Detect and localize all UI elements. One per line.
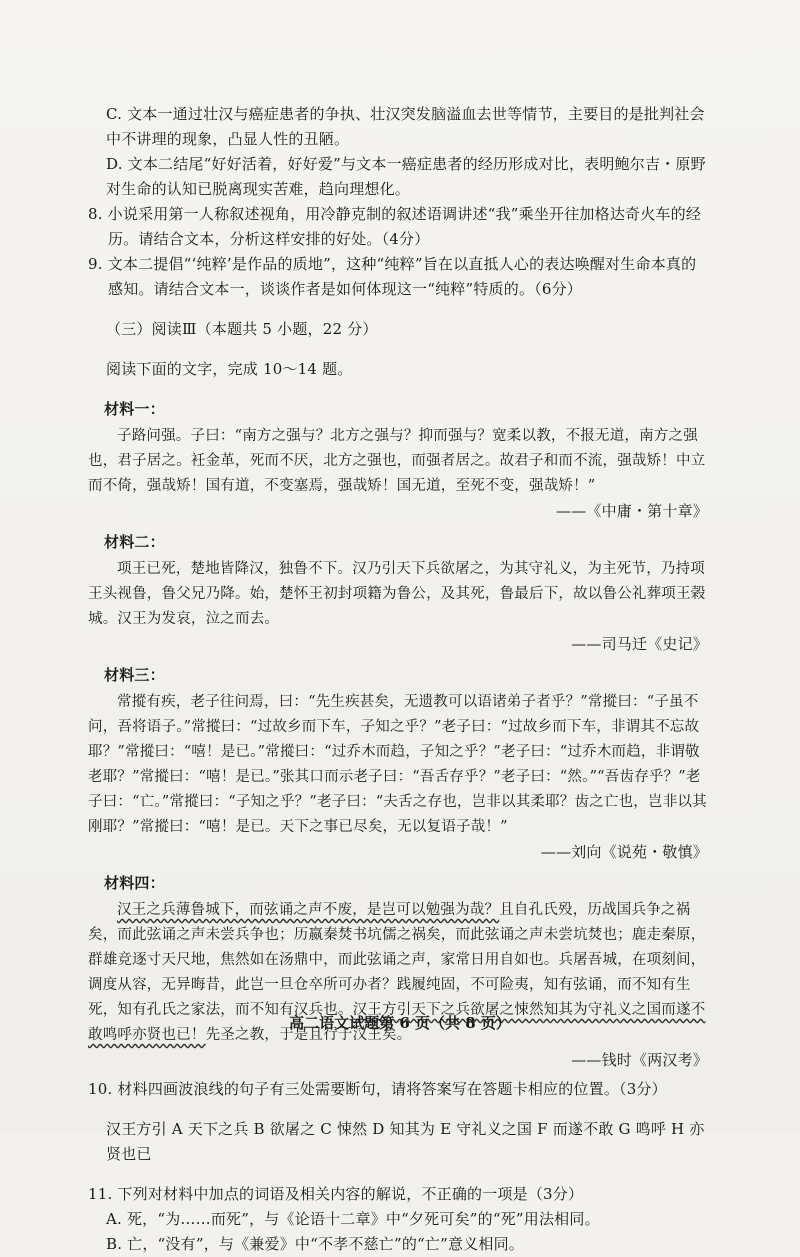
wavy-sentence-1: 汉王之兵薄鲁城下，而弦诵之声不废，是岂可以勉强为哉？ [117, 902, 500, 918]
question-9: 9. 文本二提倡“‘纯粹’是作品的质地”，这种“纯粹”旨在以直抵人心的表达唤醒对生命本真的感知。请结合文本一，谈谈作者是如何体现这一“纯粹”特质的。（6分） [88, 255, 697, 298]
material-3-source: ——刘向《说苑・敬慎》 [540, 843, 708, 861]
page-content [88, 102, 708, 1257]
material-1-source: ——《中庸・第十章》 [555, 502, 708, 520]
question-11: 11. 下列对材料中加点的词语及相关内容的解说，不正确的一项是（3分） [88, 1185, 584, 1203]
question-8: 8. 小说采用第一人称叙述视角，用冷静克制的叙述语调讲述“我”乘坐开往加格达奇火车的经历。请结合文本，分析这样安排的好处。（4分） [88, 205, 702, 248]
question-10-sentence: 汉王方引 A 天下之兵 B 欲屠之 C 悚然 D 知其为 E 守礼义之国 F 而遂不敢 G 鸣呼 H 亦贤也已 [106, 1120, 705, 1163]
material-1-label: 材料一： [104, 400, 165, 418]
question-10: 10. 材料四画波浪线的句子有三处需要断句，请将答案写在答题卡相应的位置。（3分） [88, 1080, 667, 1098]
option-a-q11: A. 死，“为……而死”，与《论语十二章》中“夕死可矣”的“死”用法相同。 [106, 1210, 600, 1228]
material-2-label: 材料二： [104, 533, 165, 551]
material-2-text: 项王已死，楚地皆降汉，独鲁不下。汉乃引天下兵欲屠之，为其守礼义，为主死节，乃持项王头视鲁，鲁父兄乃降。始，楚怀王初封项籍为鲁公，及其死，鲁最后下，故以鲁公礼葬项王榖城。汉王为发哀，泣之而去。 [88, 561, 706, 627]
material-3-label: 材料三： [104, 666, 165, 684]
material-1-text: 子路问强。子曰：“南方之强与？北方之强与？抑而强与？宽柔以教，不报无道，南方之强也，君子居之。衽金革，死而不厌，北方之强也，而强者居之。故君子和而不流，强哉矫！中立而不倚，强哉矫！国有道，不变塞焉，强哉矫！国无道，至死不变，强哉矫！” [88, 428, 706, 494]
material-3-text: 常摐有疾，老子往问焉，曰：“先生疾甚矣，无遗教可以语诸弟子者乎？”常摐曰：“子虽不问，吾将语子。”常摐曰：“过故乡而下车，子知之乎？”老子曰：“过故乡而下车，非谓其不忘故耶？”常摐曰：“嘻！是已。”常摐曰：“过乔木而趋，子知之乎？”老子曰：“过乔木而趋，非谓敬老耶？”常摐曰：“嘻！是已。”张其口而示老子曰：“吾舌存乎？”老子曰：“然。”“吾齿存乎？”老子曰：“亡。”常摐曰：“子知之乎？”老子曰：“夫舌之存也，岂非以其柔耶？齿之亡也，岂非以其刚耶？”常摐曰：“嘻！是已。天下之事已尽矣，无以复语子哉！” [88, 694, 707, 835]
page-footer: 高二语文试题第 6 页（共 8 页） [289, 1014, 511, 1032]
material-4-ending: 先圣之教，于是且行于汉王矣。 [205, 1027, 412, 1043]
option-b-q11: B. 亡，“没有”，与《兼爱》中“不孝不慈亡”的“亡”意义相同。 [106, 1235, 524, 1253]
option-c-q7: C. 文本一通过壮汉与癌症患者的争执、壮汉突发脑溢血去世等情节，主要目的是批判社会中不讲理的现象，凸显人性的丑陋。 [106, 105, 705, 148]
option-d-q7: D. 文本二结尾“好好活着，好好爱”与文本一癌症患者的经历形成对比，表明鲍尔吉・原野对生命的认知已脱离现实苦难，趋向理想化。 [106, 155, 706, 198]
material-4-body: 且自孔氏殁，历战国兵争之祸矣，而此弦诵之声未尝兵争也；历嬴秦焚书坑儒之祸矣，而此弦诵之声未尝坑焚也；鹿走秦原，群雄竞逐寸天尺地，焦然如在汤鼎中，而此弦诵之声，家常日用自如也。兵屠吾城，在项刻间，调度从容，无异晦昔，此岂一旦仓卒所可办者？践履纯固，不可险夷，知有弦诵，而不知有生死，知有孔氏之家法，而不知有汉兵也。 [88, 902, 706, 1018]
wavy-sentence-2: 汉王方引天下之兵欲屠之悚然知其为守礼义之国而遂不敢鸣呼亦贤也已！ [88, 1002, 706, 1043]
material-4-source: ——钱时《两汉考》 [571, 1051, 708, 1069]
material-2-source: ——司马迁《史记》 [571, 635, 708, 653]
section-instruction: 阅读下面的文字，完成 10～14 题。 [106, 360, 353, 378]
material-4-label: 材料四： [104, 874, 165, 892]
section-title: （三）阅读Ⅲ（本题共 5 小题，22 分） [106, 320, 378, 338]
